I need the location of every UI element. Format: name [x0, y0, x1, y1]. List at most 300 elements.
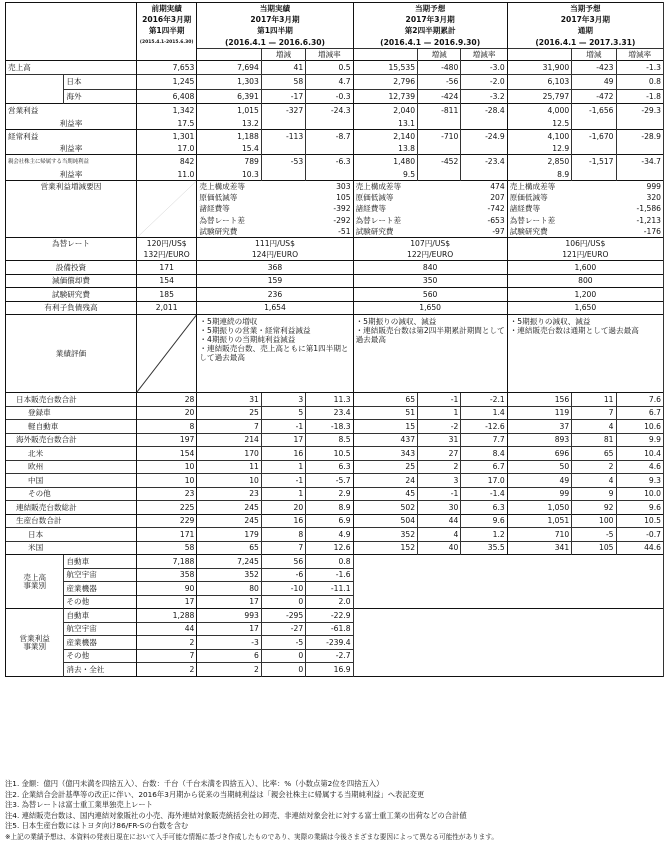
segment-value: 352	[197, 568, 261, 582]
value-cell: -5	[572, 528, 616, 542]
factor-name: 試験研究費	[507, 226, 616, 238]
units-label: 登録車	[6, 406, 137, 420]
margin-row	[6, 169, 664, 180]
segment-blank	[353, 582, 663, 596]
header-prev_actual: 前期実績	[136, 3, 196, 15]
value-cell: -24.3	[306, 104, 353, 119]
units-row	[6, 460, 664, 474]
value-cell: 343	[353, 447, 417, 461]
capex-value: 350	[353, 274, 507, 288]
value-cell: 0.5	[306, 60, 353, 75]
units-row	[6, 474, 664, 488]
evaluation-bullet: ・連結販売台数は通期として過去最高	[509, 326, 639, 336]
segment-name: 自動車	[64, 609, 137, 623]
value-cell: 25,797	[507, 89, 571, 104]
factor-name: 原価低減等	[197, 192, 306, 204]
factor-value: -292	[333, 215, 351, 225]
pl-row	[6, 104, 664, 119]
segment-row	[6, 636, 664, 650]
value-cell: 4.6	[616, 460, 663, 474]
header-q1_actual: 2017年3月期	[197, 14, 353, 26]
factor-row	[6, 180, 664, 192]
segment-value: 7,188	[136, 555, 196, 569]
financial-summary-table	[5, 2, 664, 677]
header-chg-rate: 増減率	[306, 49, 353, 61]
evaluation-bullet: ・連結販売台数、売上高ともに第1四半期として過去最高	[199, 344, 349, 363]
units-row	[6, 447, 664, 461]
value-cell: 65	[197, 541, 261, 555]
value-cell: -3.2	[461, 89, 507, 104]
production-row	[6, 514, 664, 528]
footnote: ※上記の業績予想は、本資料の発表日現在において入手可能な情報に基づき作成したものであり、実際の業績は今後さまざまな要因によって異なる可能性があります。	[5, 832, 498, 841]
factor-name: 原価低減等	[507, 192, 616, 204]
value-cell: -5.7	[306, 474, 353, 488]
fx-q1: 111円/US$	[197, 238, 353, 250]
segment-value: -3	[197, 636, 261, 650]
units-row	[6, 406, 664, 420]
header-corner	[6, 3, 137, 61]
value-cell: 1,480	[353, 155, 417, 170]
value-cell: 156	[507, 393, 571, 407]
seg_profit-label-line: 事業別	[23, 641, 47, 651]
value-cell: 9.6	[616, 501, 663, 515]
value-cell	[572, 118, 616, 129]
segment-row	[6, 609, 664, 623]
pl-label: 営業利益	[6, 104, 137, 119]
factor-name: 売上構成差等	[353, 180, 461, 192]
value-cell: 7.6	[616, 393, 663, 407]
pl-label: 海外	[64, 89, 137, 104]
value-cell: 1,050	[507, 501, 571, 515]
factors-label: 営業利益増減要因	[6, 180, 137, 238]
value-cell: -424	[418, 89, 461, 104]
value-cell: 0.8	[616, 75, 663, 90]
value-cell	[261, 169, 305, 180]
evaluation-bullet: ・5期振りの減収、減益	[355, 317, 437, 327]
value-cell: -24.9	[461, 129, 507, 144]
value-cell: -34.7	[616, 155, 663, 170]
segment-blank	[353, 595, 663, 609]
segment-value: 0.8	[306, 555, 353, 569]
fx-fy: 121円/EURO	[507, 249, 663, 261]
value-cell: 10.5	[306, 447, 353, 461]
segment-value: 80	[197, 582, 261, 596]
segment-row	[6, 582, 664, 596]
capex-prev: 171	[136, 261, 196, 275]
margin-row	[6, 118, 664, 129]
capex-value: 236	[197, 288, 353, 302]
capex-value: 1,200	[507, 288, 663, 302]
value-cell: 44	[418, 514, 461, 528]
header-blank	[507, 49, 571, 61]
value-cell: -8.7	[306, 129, 353, 144]
value-cell: 2.9	[306, 487, 353, 501]
value-cell: 12.5	[507, 118, 571, 129]
value-cell: 8	[261, 528, 305, 542]
segment-value: 0	[261, 595, 305, 609]
capex-label: 試験研究費	[6, 288, 137, 302]
header-prev_actual: (2015.4.1-2015.6.30)	[136, 37, 196, 49]
value-cell: -0.3	[306, 89, 353, 104]
value-cell: 11.3	[306, 393, 353, 407]
value-cell: -2.0	[461, 75, 507, 90]
value-cell	[261, 144, 305, 155]
segment-blank	[353, 609, 663, 623]
capex-prev: 2,011	[136, 301, 196, 315]
factor-value: -742	[487, 204, 505, 214]
value-cell: 5	[261, 406, 305, 420]
units-row	[6, 393, 664, 407]
segment-value: 2	[136, 636, 196, 650]
value-cell: 11	[197, 460, 261, 474]
segment-value: 0	[261, 663, 305, 677]
value-cell: 2,850	[507, 155, 571, 170]
value-cell: 710	[507, 528, 571, 542]
header-fy_forecast: 当期予想	[507, 3, 663, 15]
segment-blank	[353, 636, 663, 650]
factor-value: 320	[616, 192, 663, 204]
segment-row	[6, 663, 664, 677]
segment-name: 航空宇宙	[64, 568, 137, 582]
value-cell: 31	[197, 393, 261, 407]
value-cell: 7	[197, 420, 261, 434]
header-q1_actual: 当期実績	[197, 3, 353, 15]
value-cell: -1	[261, 420, 305, 434]
value-cell: 16	[261, 447, 305, 461]
value-cell: 31,900	[507, 60, 571, 75]
value-cell: -0.7	[616, 528, 663, 542]
evaluation-row	[6, 315, 664, 393]
value-cell: 10.5	[616, 514, 663, 528]
value-cell: 31	[418, 433, 461, 447]
segment-value: -2.7	[306, 649, 353, 663]
header-blank	[197, 49, 261, 61]
value-cell: 341	[507, 541, 571, 555]
segment-value: -1.6	[306, 568, 353, 582]
value-cell: 92	[572, 501, 616, 515]
production-label: 米国	[6, 541, 137, 555]
value-cell: 7.7	[461, 433, 507, 447]
factor-name: 諸経費等	[507, 203, 616, 215]
value-cell: 197	[136, 433, 196, 447]
value-cell: 9.3	[616, 474, 663, 488]
value-cell: 119	[507, 406, 571, 420]
footnote: 注5. 日本生産台数にはトヨタ向け86/FR-Sの台数を含む	[5, 821, 189, 831]
diagonal-slash	[137, 181, 196, 238]
units-label: 欧州	[6, 460, 137, 474]
value-cell: 25	[197, 406, 261, 420]
value-cell: 4.9	[306, 528, 353, 542]
segment-row	[6, 595, 664, 609]
value-cell: 9.9	[616, 433, 663, 447]
value-cell: 4	[418, 528, 461, 542]
value-cell: -3.0	[461, 60, 507, 75]
segment-value: -22.9	[306, 609, 353, 623]
value-cell: 105	[572, 541, 616, 555]
segment-value: 1,288	[136, 609, 196, 623]
value-cell: -2.1	[461, 393, 507, 407]
production-label: 日本	[6, 528, 137, 542]
margin-row	[6, 144, 664, 155]
value-cell: 50	[507, 460, 571, 474]
value-cell: 3	[261, 393, 305, 407]
fx-h1: 122円/EURO	[353, 249, 507, 261]
value-cell: 2,040	[353, 104, 417, 119]
factor-value: 999	[616, 180, 663, 192]
units-row	[6, 433, 664, 447]
header-fy_forecast: 2017年3月期	[507, 14, 663, 26]
value-cell: 170	[197, 447, 261, 461]
value-cell	[306, 169, 353, 180]
value-cell: 4	[572, 420, 616, 434]
value-cell: -452	[418, 155, 461, 170]
value-cell: 2	[572, 460, 616, 474]
segment-value: 44	[136, 622, 196, 636]
capex-label: 設備投資	[6, 261, 137, 275]
factor-name: 為替レート差	[197, 215, 306, 227]
value-cell: 49	[572, 75, 616, 90]
value-cell: 37	[507, 420, 571, 434]
capex-value: 368	[197, 261, 353, 275]
value-cell: -1	[261, 474, 305, 488]
value-cell: 893	[507, 433, 571, 447]
capex-label: 減価償却費	[6, 274, 137, 288]
value-cell: 100	[572, 514, 616, 528]
value-cell: 13.8	[353, 144, 417, 155]
segment-value: -27	[261, 622, 305, 636]
capex-value: 1,650	[507, 301, 663, 315]
factor-name: 売上構成差等	[197, 180, 306, 192]
capex-value: 840	[353, 261, 507, 275]
fx-label: 為替レート	[6, 238, 137, 261]
value-cell: -113	[261, 129, 305, 144]
factor-value: 207	[490, 192, 505, 202]
pl-indent	[6, 89, 64, 104]
header-q1_actual: 第1四半期	[197, 26, 353, 38]
value-cell: 10	[136, 460, 196, 474]
segment-value: 2	[197, 663, 261, 677]
value-cell: 12.6	[306, 541, 353, 555]
value-cell: 7	[572, 406, 616, 420]
value-cell: -28.4	[461, 104, 507, 119]
value-cell: -2	[418, 420, 461, 434]
footnote: 注1. 金額：億円（億円未満を四捨五入）、台数：千台（千台未満を四捨五入）、比率：%（小数点第2位を四捨五入）	[5, 779, 384, 788]
value-cell: 6.3	[306, 460, 353, 474]
pl-row	[6, 129, 664, 144]
segment-value: 56	[261, 555, 305, 569]
footnote: 注2. 企業結合会計基準等の改正に伴い、2016年3月期から従来の当期純利益は「親会社株主に帰属する当期純利益」へ表記変更	[5, 789, 425, 799]
footnote: 注3. 為替レートは富士重工業単独売上レート	[5, 800, 153, 810]
value-cell: -327	[261, 104, 305, 119]
evaluation-h1	[353, 315, 507, 393]
value-cell: 6,103	[507, 75, 571, 90]
factor-value: -51	[338, 227, 351, 237]
factor-value: -176	[616, 226, 663, 238]
value-cell: 4,000	[507, 104, 571, 119]
segment-value: 993	[197, 609, 261, 623]
evaluation-label: 業績評価	[6, 315, 137, 393]
value-cell: 152	[353, 541, 417, 555]
table-end	[6, 676, 664, 677]
value-cell: 842	[136, 155, 196, 170]
value-cell: 437	[353, 433, 417, 447]
segment-name: 航空宇宙	[64, 622, 137, 636]
value-cell: 352	[353, 528, 417, 542]
value-cell: 1	[418, 406, 461, 420]
seg_sales-label	[6, 555, 64, 609]
segment-row	[6, 555, 664, 569]
fx-row	[6, 238, 664, 250]
value-cell: 4	[572, 474, 616, 488]
factor-value: 474	[461, 180, 507, 192]
value-cell: 4.7	[306, 75, 353, 90]
segment-value: 7,245	[197, 555, 261, 569]
units-label: 日本販売台数合計	[6, 393, 137, 407]
capex-value: 1,650	[353, 301, 507, 315]
value-cell	[461, 118, 507, 129]
value-cell: 10.0	[616, 487, 663, 501]
capex-label: 有利子負債残高	[6, 301, 137, 315]
pl-label: 親会社株主に帰属する当期純利益	[6, 155, 137, 170]
value-cell: 25	[353, 460, 417, 474]
value-cell: 7,694	[197, 60, 261, 75]
value-cell: 13.1	[353, 118, 417, 129]
segment-name: 産業機器	[64, 636, 137, 650]
factor-value: -392	[333, 204, 351, 214]
value-cell: 23	[197, 487, 261, 501]
segment-value: 17	[136, 595, 196, 609]
value-cell: 40	[418, 541, 461, 555]
factor-name: 売上構成差等	[507, 180, 616, 192]
pl-indent	[6, 75, 64, 90]
value-cell: 502	[353, 501, 417, 515]
header-chg: 増減	[261, 49, 305, 61]
value-cell: 1.2	[461, 528, 507, 542]
header-blank	[136, 49, 196, 61]
value-cell: 20	[261, 501, 305, 515]
value-cell: -1,670	[572, 129, 616, 144]
value-cell: -6.3	[306, 155, 353, 170]
evaluation-bullet: ・連結販売台数は第2四半期累計期間として過去最高	[355, 326, 505, 345]
value-cell	[306, 144, 353, 155]
segment-value: 2	[136, 663, 196, 677]
value-cell: 1,245	[136, 75, 196, 90]
seg_sales-label-line: 売上高	[23, 573, 47, 583]
factor-name: 為替レート差	[507, 215, 616, 227]
units-label: その他	[6, 487, 137, 501]
value-cell: 51	[353, 406, 417, 420]
units-label: 海外販売台数合計	[6, 433, 137, 447]
factor-value: -97	[492, 227, 505, 237]
header-blank	[353, 49, 417, 61]
header-prev_actual: 第1四半期	[136, 26, 196, 38]
production-row	[6, 528, 664, 542]
header-fy_forecast: (2016.4.1 — 2017.3.31)	[507, 37, 663, 49]
value-cell: 7	[261, 541, 305, 555]
value-cell: 8.9	[306, 501, 353, 515]
value-cell: -1.3	[616, 60, 663, 75]
value-cell: 13.2	[197, 118, 261, 129]
pl-row	[6, 75, 664, 90]
evaluation-bullet: ・4期振りの当期純利益減益	[199, 335, 296, 345]
value-cell: 24	[353, 474, 417, 488]
value-cell: -1,656	[572, 104, 616, 119]
segment-value: -10	[261, 582, 305, 596]
value-cell: 10.4	[616, 447, 663, 461]
segment-name: その他	[64, 649, 137, 663]
value-cell: 99	[507, 487, 571, 501]
value-cell: 45	[353, 487, 417, 501]
value-cell: -28.9	[616, 129, 663, 144]
value-cell: 27	[418, 447, 461, 461]
value-cell: 214	[197, 433, 261, 447]
header-chg: 増減	[572, 49, 616, 61]
factor-name: 試験研究費	[353, 226, 461, 238]
pl-row	[6, 89, 664, 104]
diagonal-slash	[137, 315, 196, 392]
value-cell: 17.5	[136, 118, 196, 129]
segment-value: -295	[261, 609, 305, 623]
capex-row	[6, 288, 664, 302]
value-cell: 1,303	[197, 75, 261, 90]
header-h1_forecast: 第2四半期累計	[353, 26, 507, 38]
evaluation-fy	[507, 315, 663, 393]
value-cell: 9	[572, 487, 616, 501]
segment-value: 7	[136, 649, 196, 663]
factor-name: 諸経費等	[353, 203, 461, 215]
header-h1_forecast: (2016.4.1 — 2016.9.30)	[353, 37, 507, 49]
factors-prev-empty	[136, 180, 196, 238]
value-cell: 15	[353, 420, 417, 434]
value-cell: -480	[418, 60, 461, 75]
value-cell: -1	[418, 393, 461, 407]
margin-label: 利益率	[6, 118, 137, 129]
segment-value: -5	[261, 636, 305, 650]
evaluation-bullet: ・5期振りの減収、減益	[509, 317, 591, 327]
value-cell: -811	[418, 104, 461, 119]
value-cell: 7,653	[136, 60, 196, 75]
header-h1_forecast: 2017年3月期	[353, 14, 507, 26]
value-cell: 65	[572, 447, 616, 461]
value-cell: 15.4	[197, 144, 261, 155]
segment-row	[6, 622, 664, 636]
value-cell	[418, 118, 461, 129]
value-cell: 171	[136, 528, 196, 542]
fx-fy: 106円/US$	[507, 238, 663, 250]
header-chg-rate: 増減率	[461, 49, 507, 61]
value-cell: 35.5	[461, 541, 507, 555]
segment-blank	[353, 663, 663, 677]
value-cell: 44.6	[616, 541, 663, 555]
value-cell: -710	[418, 129, 461, 144]
segment-blank	[353, 568, 663, 582]
value-cell: 16	[261, 514, 305, 528]
segment-name: その他	[64, 595, 137, 609]
value-cell: 229	[136, 514, 196, 528]
factor-name: 原価低減等	[353, 192, 461, 204]
value-cell: 2,140	[353, 129, 417, 144]
value-cell: 6.7	[616, 406, 663, 420]
value-cell: 17.0	[136, 144, 196, 155]
footnote: 注4. 連結販売台数は、国内連結対象販社の小売、海外連結対象販売統括会社の卸売、非連結対象会社に対する富士重工業の出荷などの合計値	[5, 810, 467, 820]
header-prev_actual: 2016年3月期	[136, 14, 196, 26]
value-cell	[418, 144, 461, 155]
segment-blank	[353, 649, 663, 663]
value-cell: 10	[197, 474, 261, 488]
capex-value: 560	[353, 288, 507, 302]
segment-row	[6, 568, 664, 582]
segment-value: 17	[197, 595, 261, 609]
